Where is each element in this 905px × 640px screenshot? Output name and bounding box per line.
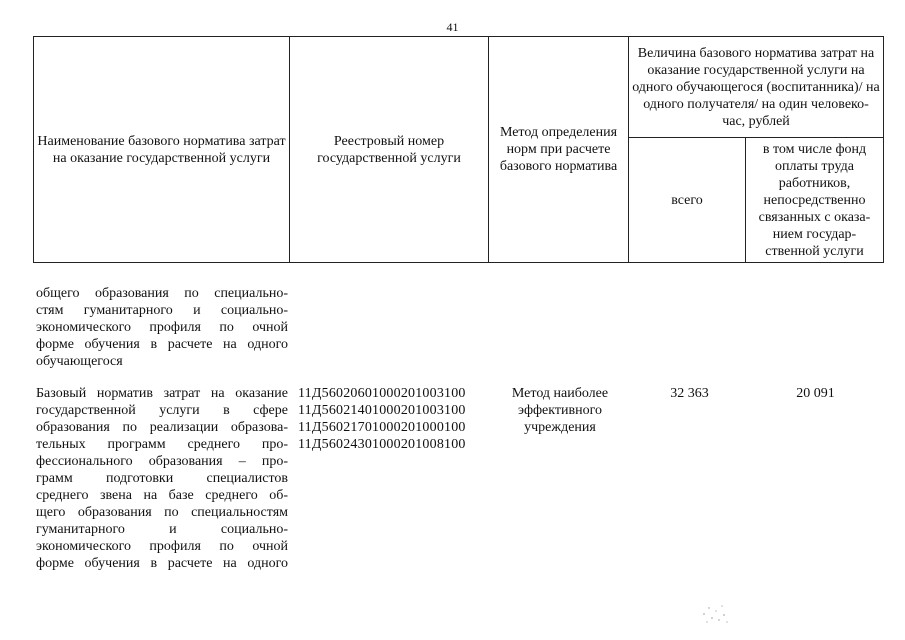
- registry-code: 11Д56024301000201008100: [298, 437, 466, 452]
- row-name-line: тельных программ среднего про-: [36, 437, 288, 452]
- header-total-column: всего: [629, 138, 746, 263]
- row-name-line: фессионального образования – про-: [36, 454, 288, 469]
- header-value-group: Величина базового норматива затрат на оказание государственной услуги на одного обучающегося (воспитанника)/ на одного получателя/ на один человеко-час, рублей: [629, 37, 884, 138]
- header-method-column: Метод определения норм при расчете базового норматива: [489, 37, 629, 263]
- registry-codes-cell: [298, 385, 488, 453]
- method-line: Метод наиболее: [511, 386, 609, 401]
- continuation-line: общего образования по специально-: [36, 286, 288, 301]
- registry-code: 11Д56021701000201000100: [298, 420, 466, 435]
- row-name-cell: [36, 385, 288, 572]
- row-name-line: форме обучения в расчете на одного: [36, 556, 288, 571]
- page-number: 41: [446, 20, 459, 34]
- header-wage-column: в том числе фонд оплаты труда работников, непосредственно связанных с оказа-нием государ-ственной услуги: [746, 138, 884, 263]
- header-name-column: Наименование базового норматива затрат на оказание государственной услуги: [34, 37, 290, 263]
- continuation-text: [36, 285, 288, 370]
- continuation-line: форме обучения в расчете на одного: [36, 337, 288, 352]
- method-line: учреждения: [524, 420, 596, 435]
- scan-artifact-icon: [700, 600, 730, 626]
- row-name-line: Базовый норматив затрат на оказание: [36, 386, 288, 401]
- row-name-line: щего образования по специальностям: [36, 505, 288, 520]
- wage-value: 20 091: [796, 386, 835, 401]
- total-value: 32 363: [670, 386, 709, 401]
- row-name-line: государственной услуги в сфере: [36, 403, 288, 418]
- registry-code: 11Д56020601000201003100: [298, 386, 466, 401]
- row-name-line: среднего звена на базе среднего об-: [36, 488, 288, 503]
- method-line: эффективного: [518, 403, 602, 418]
- method-cell: [490, 385, 630, 436]
- header-registry-column: Реестровый номер государственной услуги: [290, 37, 489, 263]
- norms-table-header: [33, 36, 884, 263]
- continuation-line: стям гуманитарного и социально-: [36, 303, 288, 318]
- continuation-line: обучающегося: [36, 354, 123, 369]
- registry-code: 11Д56021401000201003100: [298, 403, 466, 418]
- row-name-line: экономического профиля по очной: [36, 539, 288, 554]
- row-name-line: гуманитарного и социально-: [36, 522, 288, 537]
- row-name-line: образования по реализации образова-: [36, 420, 288, 435]
- row-name-line: грамм подготовки специалистов: [36, 471, 288, 486]
- continuation-line: экономического профиля по очной: [36, 320, 288, 335]
